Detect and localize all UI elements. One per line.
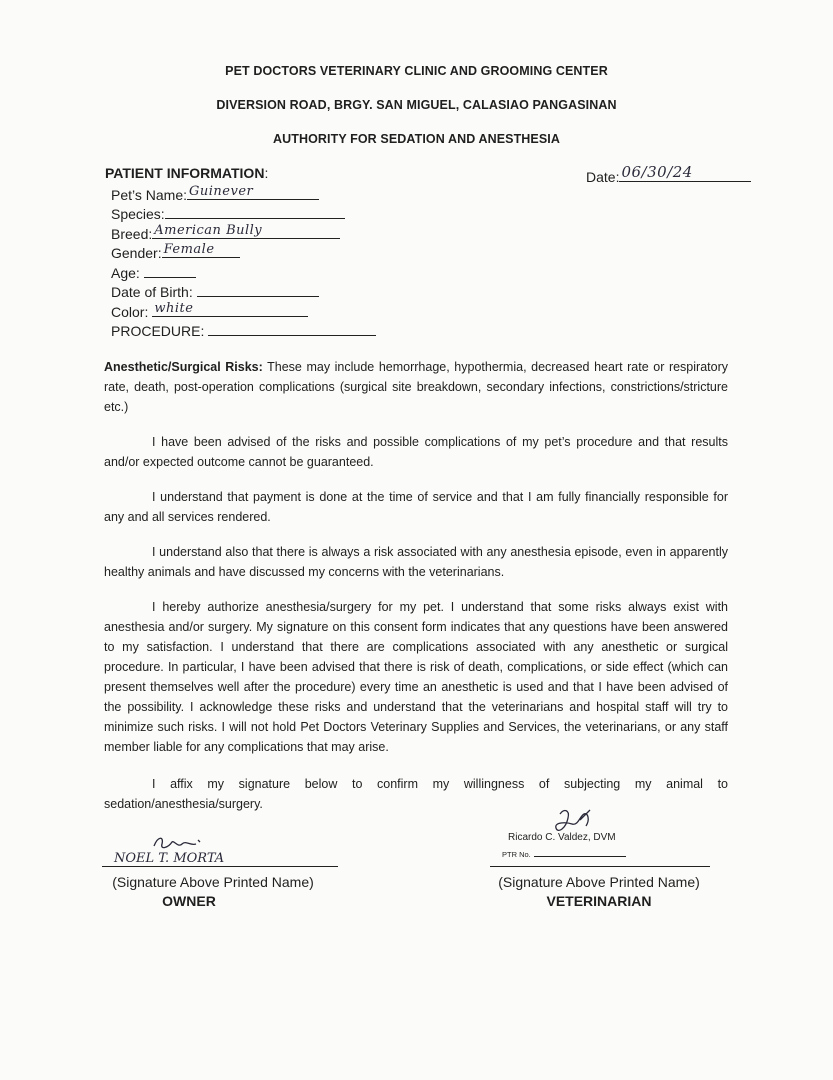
- risks-lead: Anesthetic/Surgical Risks:: [104, 360, 263, 374]
- field-label: Date of Birth:: [111, 284, 193, 300]
- paragraph-advised: I have been advised of the risks and possible complications of my pet’s procedure and that results and/or expected outcome cannot be guaranteed.: [104, 435, 728, 469]
- vet-signature-block: [490, 874, 708, 909]
- owner-role: OWNER: [162, 893, 216, 909]
- field-label: Pet’s Name:: [111, 187, 187, 203]
- vet-name: Ricardo C. Valdez, DVM: [508, 832, 616, 843]
- field-label: Color:: [111, 304, 149, 320]
- ptr-label: PTR No.: [502, 850, 531, 859]
- dob-line: [197, 282, 319, 297]
- field-color: [111, 302, 308, 320]
- procedure-line: [208, 321, 376, 336]
- ptr-number: [502, 849, 626, 859]
- vet-signature-line: [490, 866, 710, 867]
- clinic-address: DIVERSION ROAD, BRGY. SAN MIGUEL, CALASIAO PANGASINAN: [216, 98, 617, 112]
- field-breed: [111, 224, 340, 242]
- breed-value: American Bully: [154, 223, 263, 238]
- form-title: AUTHORITY FOR SEDATION AND ANESTHESIA: [272, 132, 561, 146]
- field-age: [111, 263, 196, 281]
- date-label: Date:: [586, 169, 620, 185]
- field-gender: [111, 243, 240, 261]
- date-value: 06/30/24: [621, 163, 693, 181]
- patient-info-heading: PATIENT INFORMATION:: [105, 165, 269, 181]
- pet-name-line: [187, 185, 319, 200]
- paragraph-payment: I understand that payment is done at the time of service and that I am fully financially responsible for any and all services rendered.: [104, 490, 728, 524]
- ptr-line: [534, 849, 626, 857]
- gender-value: Female: [163, 242, 215, 257]
- color-value: white: [154, 301, 194, 316]
- field-procedure: [111, 321, 376, 339]
- pet-name-value: Guinever: [189, 184, 254, 199]
- vet-caption: (Signature Above Printed Name): [498, 874, 700, 890]
- gender-line: [162, 243, 240, 258]
- breed-line: [152, 224, 340, 239]
- species-line: [165, 204, 345, 219]
- owner-signature-line: [102, 866, 338, 867]
- age-line: [144, 263, 196, 278]
- paragraph-affix-signature: I affix my signature below to confirm my willingness of subjecting my animal to sedation/anesthesia/surgery.: [104, 777, 728, 811]
- date-field: [586, 165, 751, 185]
- owner-caption: (Signature Above Printed Name): [112, 874, 314, 890]
- owner-signature-block: [102, 874, 324, 909]
- field-label: PROCEDURE:: [111, 323, 205, 339]
- risks-paragraph: [104, 357, 728, 417]
- field-pet-name: [111, 185, 319, 203]
- field-label: Breed:: [111, 226, 153, 242]
- paragraph-risk-anesthesia: I understand also that there is always a risk associated with any anesthesia episode, even in apparently healthy animals and have discussed my concerns with the veterinarians.: [104, 545, 728, 579]
- field-label: Age:: [111, 265, 140, 281]
- risks-text: These may include hemorrhage, hypothermia, decreased heart rate or respiratory rate, death, post-operation complications (surgical site breakdown, secondary infections, constrictions/stricture etc.): [104, 360, 728, 414]
- field-date-of-birth: [111, 282, 319, 300]
- field-label: Gender:: [111, 245, 162, 261]
- owner-printed-name: NOEL T. MORTA: [114, 851, 225, 866]
- color-line: [152, 302, 308, 317]
- field-species: [111, 204, 345, 222]
- field-label: Species:: [111, 206, 165, 222]
- paragraph-authorization: I hereby authorize anesthesia/surgery for my pet. I understand that some risks always exist with anesthesia and/or surgery. My signature on this consent form indicates that any questions have been answered to my satisfaction. I understand that there are complications associated with any anesthetic or surgical procedure. In particular, I have been advised that there is risk of death, complications, or side effect (which can present themselves well after the procedure) every time an anesthetic is used and that I have been advised of the possibility. I acknowledge these risks and understand that the veterinarians and hospital staff will try to minimize such risks. I will not hold Pet Doctors Veterinary Supplies and Services, the veterinarians, or any staff member liable for any complications that may arise.: [104, 600, 728, 754]
- date-line: [619, 165, 751, 182]
- clinic-name: PET DOCTORS VETERINARY CLINIC AND GROOMING CENTER: [225, 64, 608, 78]
- vet-role: VETERINARIAN: [546, 893, 652, 909]
